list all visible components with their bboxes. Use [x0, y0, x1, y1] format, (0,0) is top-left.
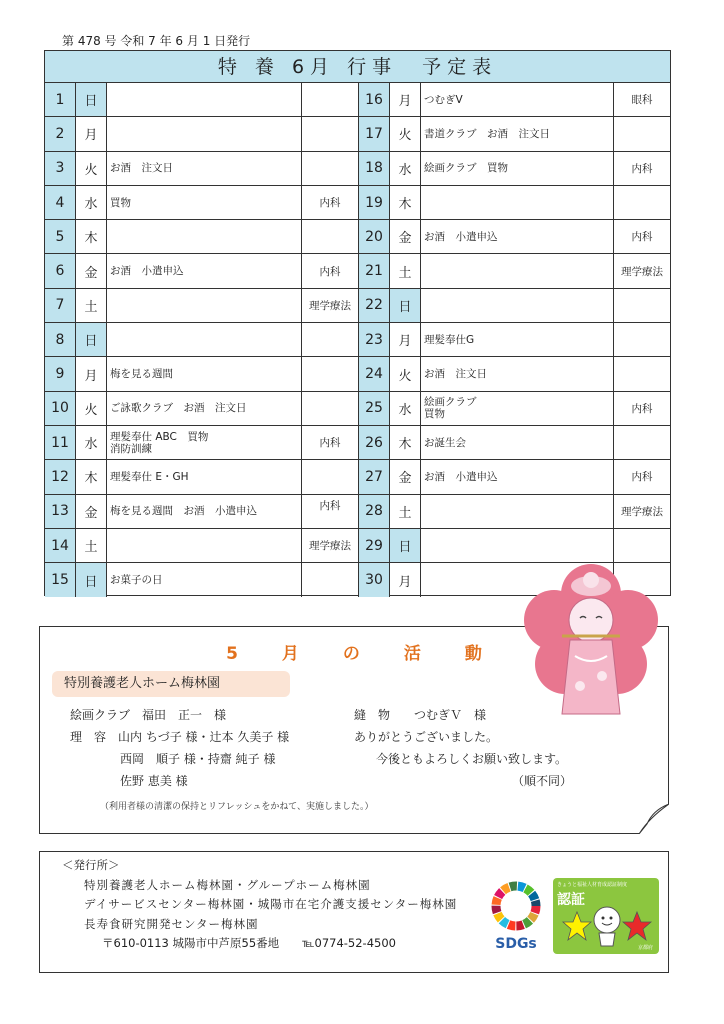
- schedule-row: [359, 392, 670, 426]
- event-cell: お酒 小遣申込: [421, 460, 614, 493]
- note-cell: 内科: [631, 162, 653, 175]
- day-number: 18: [359, 152, 390, 185]
- issue-line: 第 478 号 令和 7 年 6 月 1 日発行: [62, 34, 251, 48]
- day-number: 15: [45, 563, 76, 597]
- schedule-column-right: [358, 83, 670, 597]
- schedule-row: [45, 254, 358, 288]
- thanks-left: [70, 704, 289, 792]
- note-cell: 理学療法: [309, 540, 351, 552]
- event-cell: [421, 186, 614, 219]
- event-cell: 絵画クラブ 買物: [421, 152, 614, 185]
- note-cell: 内科: [631, 402, 653, 415]
- event-cell: お酒 注文日: [107, 152, 302, 185]
- day-number: 24: [359, 357, 390, 390]
- schedule-row: [359, 220, 670, 254]
- thanks-line: 今後ともよろしくお願い致します。: [376, 752, 568, 766]
- event-cell: [107, 83, 302, 116]
- schedule-row: [45, 563, 358, 597]
- facility-label: 特別養護老人ホーム梅林園: [52, 671, 290, 697]
- note-cell: [614, 426, 670, 459]
- day-number: 4: [45, 186, 76, 219]
- sdgs-logo: [488, 878, 544, 958]
- thanks-line: 縫 物 つむぎＶ 様: [354, 708, 487, 722]
- event-cell: お酒 注文日: [421, 357, 614, 390]
- weekday: 月: [390, 83, 421, 116]
- weekday: 金: [390, 460, 421, 493]
- note-cell: [614, 357, 670, 390]
- schedule-row: [45, 220, 358, 254]
- event-cell: 理髪奉仕 E・GH: [107, 460, 302, 493]
- event-cell: 絵画クラブ 買物: [421, 392, 614, 425]
- day-number: 25: [359, 392, 390, 425]
- publisher-address: 〒610-0113 城陽市中芦原55番地 ℡0774-52-4500: [102, 936, 396, 950]
- weekday: 水: [390, 392, 421, 425]
- day-number: 3: [45, 152, 76, 185]
- thanks-line: 絵画クラブ 福田 正一 様: [70, 708, 227, 722]
- schedule-row: [45, 426, 358, 460]
- day-number: 16: [359, 83, 390, 116]
- note-cell: [614, 117, 670, 150]
- note-cell: [302, 392, 358, 425]
- schedule-column-left: [45, 83, 358, 597]
- note-cell: [302, 117, 358, 150]
- weekday: 金: [76, 495, 107, 528]
- weekday: 月: [390, 563, 421, 597]
- event-cell: お誕生会: [421, 426, 614, 459]
- thanks-line: 佐野 恵美 様: [120, 774, 188, 788]
- day-number: 23: [359, 323, 390, 356]
- schedule-row: [45, 152, 358, 186]
- event-cell: [107, 220, 302, 253]
- schedule-row: [45, 186, 358, 220]
- weekday: 火: [390, 117, 421, 150]
- publisher-line: デイサービスセンター梅林園・城陽市在宅介護支援センター梅林園: [84, 897, 458, 911]
- note-cell: 理学療法: [309, 299, 351, 312]
- page-curl-icon: [639, 804, 669, 834]
- schedule-title: 特 養 6月 行事 予定表: [45, 51, 670, 83]
- note-cell: 内科: [319, 437, 341, 450]
- schedule-row: [359, 426, 670, 460]
- schedule-row: [45, 357, 358, 391]
- event-cell: 梅を見る週間 お酒 小遣申込: [107, 495, 302, 528]
- note-cell: 理学療法: [621, 505, 663, 518]
- certification-badge: [553, 878, 659, 954]
- event-cell: [107, 289, 302, 322]
- thanks-line: ありがとうございました。: [354, 730, 499, 744]
- schedule-row: [45, 323, 358, 357]
- event-cell: ご詠歌クラブ お酒 注文日: [107, 392, 302, 425]
- note-cell: 理学療法: [621, 265, 663, 278]
- day-number: 9: [45, 357, 76, 390]
- event-cell: 買物: [107, 186, 302, 219]
- activity-note: （利用者様の清潔の保持とリフレッシュをかねて、実施しました。）: [100, 802, 374, 812]
- weekday: 日: [76, 83, 107, 116]
- day-number: 1: [45, 83, 76, 116]
- event-cell: 梅を見る週間: [107, 357, 302, 390]
- weekday: 月: [76, 117, 107, 150]
- weekday: 金: [76, 254, 107, 287]
- note-cell: 内科: [631, 471, 653, 484]
- cert-title: 認証: [557, 892, 585, 908]
- event-cell: [421, 495, 614, 528]
- weekday: 土: [76, 529, 107, 562]
- publisher-line: 特別養護老人ホーム梅林園・グループホーム梅林園: [84, 877, 371, 892]
- event-cell: お酒 小遣申込: [107, 254, 302, 287]
- schedule-row: [359, 186, 670, 220]
- cert-caption: きょうと福祉人材育成認証制度: [557, 882, 628, 888]
- note-cell: 内科: [319, 265, 341, 278]
- schedule-row: [45, 529, 358, 563]
- note-cell: [302, 152, 358, 185]
- day-number: 10: [45, 392, 76, 425]
- order-note: （順不同）: [512, 774, 573, 788]
- note-cell: [302, 83, 358, 116]
- schedule-row: [359, 289, 670, 323]
- activity-title: 5月の活動: [226, 644, 526, 664]
- schedule-row: [359, 357, 670, 391]
- event-cell: [107, 117, 302, 150]
- event-cell: [421, 254, 614, 287]
- event-cell: お菓子の日: [107, 563, 302, 597]
- weekday: 金: [390, 220, 421, 253]
- weekday: 火: [390, 357, 421, 390]
- schedule-row: [45, 289, 358, 323]
- day-number: 6: [45, 254, 76, 287]
- day-number: 22: [359, 289, 390, 322]
- weekday: 月: [390, 323, 421, 356]
- schedule-row: [45, 117, 358, 151]
- day-number: 11: [45, 426, 76, 459]
- event-cell: 理髪奉仕 ABC 買物 消防訓練: [107, 426, 302, 459]
- event-cell: [421, 289, 614, 322]
- note-cell: [302, 220, 358, 253]
- schedule-row: [45, 460, 358, 494]
- cert-mascot-icon: [561, 904, 653, 948]
- day-number: 14: [45, 529, 76, 562]
- day-number: 5: [45, 220, 76, 253]
- day-number: 29: [359, 529, 390, 562]
- day-number: 26: [359, 426, 390, 459]
- weekday: 日: [76, 323, 107, 356]
- schedule-row: [359, 152, 670, 186]
- event-cell: 理髪奉仕G: [421, 323, 614, 356]
- schedule-row: [45, 83, 358, 117]
- schedule-table: [44, 50, 671, 596]
- event-cell: つむぎV: [421, 83, 614, 116]
- note-cell: 眼科: [631, 94, 653, 107]
- schedule-row: [359, 117, 670, 151]
- event-cell: [107, 529, 302, 562]
- thanks-line: 西岡 順子 様・持齋 純子 様: [120, 752, 276, 766]
- day-number: 20: [359, 220, 390, 253]
- day-number: 28: [359, 495, 390, 528]
- weekday: 木: [390, 426, 421, 459]
- sdgs-wheel-icon: [488, 878, 544, 934]
- note-cell: [302, 460, 358, 493]
- schedule-row: [359, 254, 670, 288]
- weekday: 水: [76, 186, 107, 219]
- note-cell: [302, 357, 358, 390]
- weekday: 水: [390, 152, 421, 185]
- schedule-row: [359, 323, 670, 357]
- weekday: 日: [76, 563, 107, 597]
- note-cell: [614, 186, 670, 219]
- publisher-line: 長寿食研究開発センター梅林園: [84, 916, 259, 931]
- weekday: 土: [390, 495, 421, 528]
- weekday: 火: [76, 392, 107, 425]
- weekday: 火: [76, 152, 107, 185]
- cert-issuer: 京都府: [637, 945, 653, 951]
- day-number: 21: [359, 254, 390, 287]
- weekday: 水: [76, 426, 107, 459]
- note-cell: [614, 289, 670, 322]
- weekday: 月: [76, 357, 107, 390]
- day-number: 2: [45, 117, 76, 150]
- day-number: 30: [359, 563, 390, 597]
- day-number: 7: [45, 289, 76, 322]
- note-cell: [614, 323, 670, 356]
- publisher-heading: ＜発行所＞: [62, 858, 120, 872]
- note-cell: 内科: [319, 197, 341, 210]
- schedule-row: [359, 83, 670, 117]
- schedule-row: [359, 495, 670, 529]
- day-number: 19: [359, 186, 390, 219]
- schedule-row: [359, 460, 670, 494]
- day-number: 27: [359, 460, 390, 493]
- weekday: 木: [390, 186, 421, 219]
- note-cell: 内科: [631, 231, 653, 244]
- day-number: 13: [45, 495, 76, 528]
- event-cell: [107, 323, 302, 356]
- weekday: 木: [76, 220, 107, 253]
- weekday: 土: [390, 254, 421, 287]
- kimono-doll-illustration: [520, 556, 662, 726]
- day-number: 12: [45, 460, 76, 493]
- event-cell: お酒 小遣申込: [421, 220, 614, 253]
- schedule-row: [45, 495, 358, 529]
- weekday: 日: [390, 529, 421, 562]
- note-cell: [302, 563, 358, 597]
- weekday: 日: [390, 289, 421, 322]
- schedule-row: [45, 392, 358, 426]
- day-number: 17: [359, 117, 390, 150]
- day-number: 8: [45, 323, 76, 356]
- weekday: 木: [76, 460, 107, 493]
- event-cell: 書道クラブ お酒 注文日: [421, 117, 614, 150]
- sdgs-text: SDGs: [495, 936, 537, 952]
- publisher-footer: [39, 851, 669, 973]
- note-cell: [302, 323, 358, 356]
- weekday: 土: [76, 289, 107, 322]
- thanks-line: 理 容 山内 ちづ子 様・辻本 久美子 様: [70, 730, 290, 744]
- note-cell: 内科: [319, 499, 341, 512]
